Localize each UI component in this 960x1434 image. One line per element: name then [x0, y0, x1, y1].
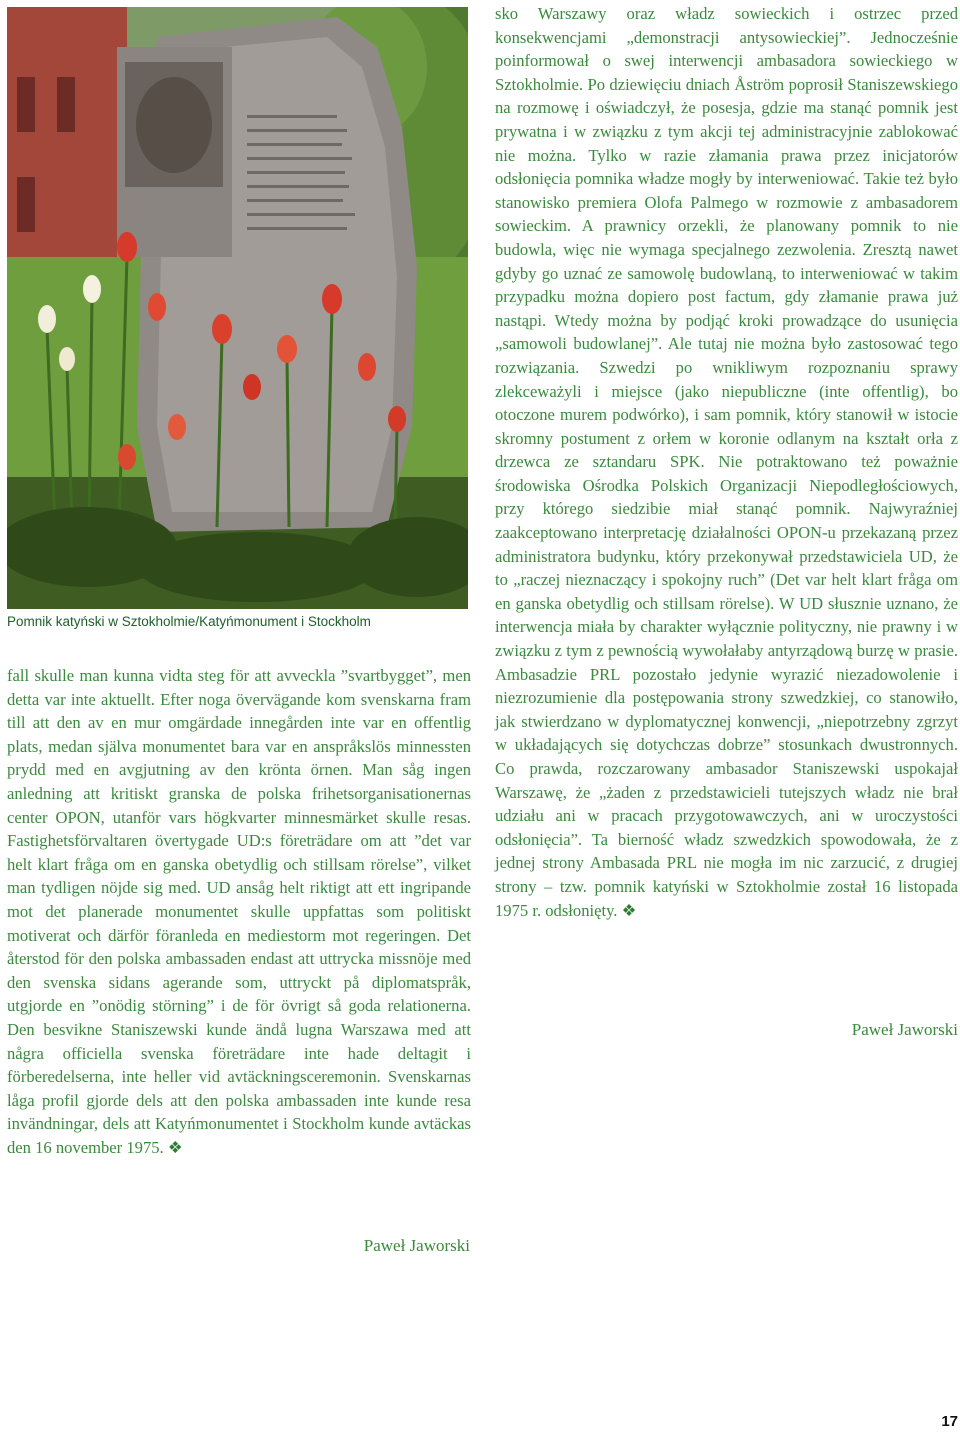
- article-column-polish: [495, 2, 958, 922]
- monument-photo: [7, 7, 468, 609]
- article-column-swedish: [7, 664, 471, 1159]
- body-text: sko Warszawy oraz władz sowieckich i ostrzec przed konsekwencjami „demonstracji antysowieckiej”. Jednocześnie poinformował o swej interwencji ambasadora sowieckiego w Sztokholmie. Po dziewięciu dniach Åström poprosił Staniszewskiego na rozmowę i oświadczył, że posesja, gdzie ma stanąć pomnik jest prywatna i w związku z tym akcji tej administracyjnie zablokować nie można. Tylko w razie złamania prawa przez inicjatorów odsłonięcia pomnika władze mogły by interweniować. Takie też było stanowisko premiera Olofa Palmego w rozmowie z ambasadorem sowieckim. A prawnicy orzekli, że planowany pomnik to nie budowla, więc nie wymaga specjalnego zezwolenia. Zresztą nawet gdyby go uznać ze samowolę budowlaną, to interweniować w takim przypadku można dopiero post factum, gdy złamanie prawa już nastąpi. Wtedy można by podjąć kroki prowadzące do usunięcia „samowoli budowlanej”. Ale tutaj nie można było zastosować tego rozwiązania. Szwedzi po wnikliwym rozpoznaniu sprawy zlekceważyli i miejsce (jako niepubliczne (inte offentlig), bo otoczone murem podwórko), i sam pomnik, który stanowił w istocie skromny postument z orłem w koronie odlanym na kształt orła z drzewca ze sztandaru SPK. Nie potraktowano też poważnie środowiska Ośrodka Polskich Organizacji Niepodległościowych, przy którego siedzibie miał stanąć pomnik. Najwyraźniej zaakceptowano interpretację działalności OPON-u przekazaną przez administratora budynku, który przekonywał przedstawiciela UD, że to „raczej nieznaczący i spokojny ruch” (Det var helt klart fråga om en ganska obetydlig och stillsam rörelse). W UD słusznie uznano, że interwencja miała by charakter wyłącznie polityczny, nie prawny i w związku z tym z pewnością wywołałaby antyrządową burzę w prasie. Ambasadzie PRL pozostało jedynie wyrazić niezadowolenie i niezrozumienie dla postępowania strony szwedzkiej, co stanowiło, jak stwierdzano w dyplomatycznej konwencji, „niepotrzebny zgrzyt w układających się dotychczas dobrze” stosunkach dwustronnych. Co prawda, rozczarowany ambasador Staniszewski uspokajał Warszawę, że „żaden z przedstawicieli tutejszych władz nie brał udziału ani w pracach przygotowawczych, ani w uroczystości odsłonięcia”. Ta bierność władz szwedzkich spowodowała, że z jednej strony Ambasada PRL nie mogła im nic zarzucić, z drugiej strony – tzw. pomnik katyński w Sztokholmie został 16 listopada 1975 r. odsłonięty.: [495, 4, 958, 920]
- page-number: 17: [941, 1413, 958, 1430]
- photo-caption: Pomnik katyński w Sztokholmie/Katyńmonument i Stockholm: [7, 614, 371, 629]
- end-mark-icon: ❖: [167, 1137, 183, 1157]
- article-text-swedish: [7, 664, 471, 1159]
- body-text: fall skulle man kunna vidta steg för att avveckla ”svartbygget”, men detta var inte aktuellt. Efter noga övervägande kom svenskarna fram till att den av en mur omgärdade innegården inte var en offentlig plats, medan själva monumentet bara var en anspråkslös minnessten prydd med en avgjutning av den krönta örnen. Man såg ingen anledning att kritiskt granska de polska frihetsorganisationernas center OPON, utanför vars högkvarter minnesmärket skulle resas. Fastighetsförvaltaren övertygade UD:s företrädare om att ”det var helt klart fråga om en ganska obetydlig och stillsam rörelse”, vilket man tydligen nöjde sig med. UD ansåg helt riktigt att ett ingripande mot det planerade monumentet skulle uppfattas som politiskt motiverat och därför föranleda en mediestorm mot regeringen. Det återstod för den polska ambassaden endast att uttrycka missnöje med den svenska sidans agerande som, uttryckt på diplomatspråk, utgjorde en ”onödig störning” i de för övrigt så goda relationerna. Den besvikne Staniszewski kunde ändå lugna Warszawa med att några officiella svenska företrädare inte hade deltagit i förberedelserna, inte heller vid avtäckningsceremonin. Svenskarnas låga profil gjorde dels att den polska ambassaden inte kunde resa invändningar, dels att Katyńmonumentet i Stockholm kunde avtäckas den 16 november 1975.: [7, 666, 471, 1157]
- author-signature: Paweł Jaworski: [851, 1020, 958, 1039]
- end-mark-icon: ❖: [621, 900, 637, 920]
- article-text-polish: [495, 2, 958, 922]
- author-signature: Paweł Jaworski: [363, 1236, 470, 1255]
